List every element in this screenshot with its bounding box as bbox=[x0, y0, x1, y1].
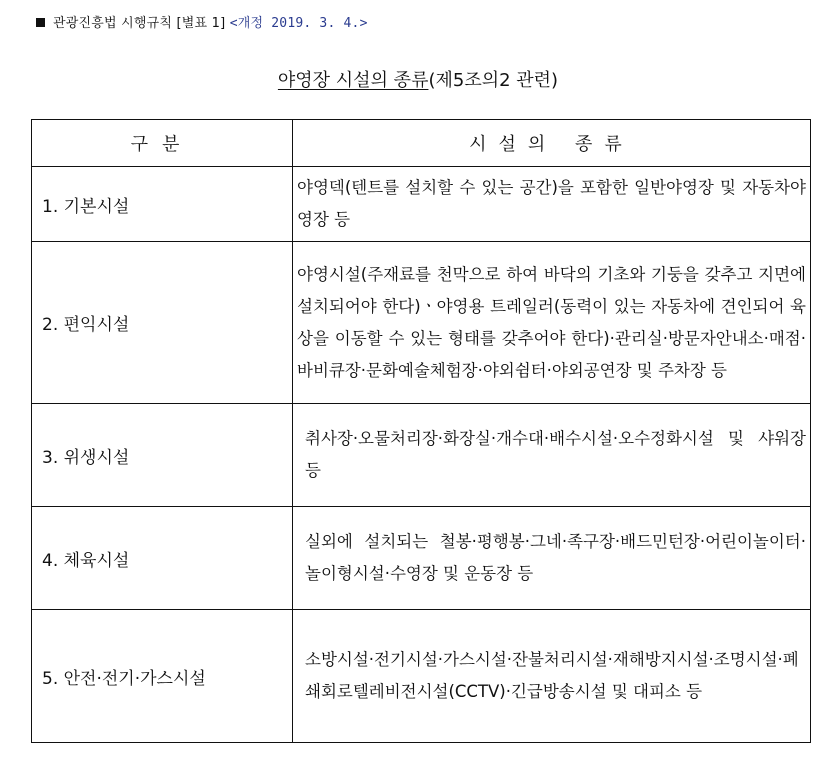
table-row bbox=[32, 610, 811, 743]
table-row bbox=[32, 507, 811, 610]
row-category: 5. 안전·전기·가스시설 bbox=[32, 610, 293, 743]
square-bullet-icon bbox=[36, 18, 45, 27]
row-category: 3. 위생시설 bbox=[32, 404, 293, 507]
law-reference-header bbox=[36, 12, 368, 31]
row-category: 4. 체육시설 bbox=[32, 507, 293, 610]
row-description: 야영시설(주재료를 천막으로 하여 바닥의 기초와 기둥을 갖추고 지면에 설치되어야 한다)ㆍ야영용 트레일러(동력이 있는 자동차에 견인되어 육상을 이동할 수 있는 형태를 갖추어야 한다)·관리실·방문자안내소·매점·바비큐장·문화예술체험장·야외쉼터·야외공연장 및 주차장 등 bbox=[293, 242, 811, 404]
column-header-facility-types: 시설의 종류 bbox=[293, 120, 811, 167]
table-header-row bbox=[32, 120, 811, 167]
row-description: 야영덱(텐트를 설치할 수 있는 공간)을 포함한 일반야영장 및 자동차야영장 등 bbox=[293, 167, 811, 242]
row-description: 실외에 설치되는 철봉·평행봉·그네·족구장·배드민턴장·어린이놀이터·놀이형시설·수영장 및 운동장 등 bbox=[293, 507, 811, 610]
title-main: 야영장 시설의 종류 bbox=[277, 70, 429, 91]
table-row bbox=[32, 242, 811, 404]
row-category: 2. 편익시설 bbox=[32, 242, 293, 404]
row-category: 1. 기본시설 bbox=[32, 167, 293, 242]
facility-types-table bbox=[31, 119, 811, 743]
table-row bbox=[32, 167, 811, 242]
law-reference-text: 관광진흥법 시행규칙 [별표 1] bbox=[53, 16, 226, 31]
document-title bbox=[0, 66, 836, 92]
row-description: 소방시설·전기시설·가스시설·잔불처리시설·재해방지시설·조명시설·폐쇄회로텔레비전시설(CCTV)·긴급방송시설 및 대피소 등 bbox=[293, 610, 811, 743]
title-sub: (제5조의2 관련) bbox=[428, 70, 559, 91]
revision-date: <개정 2019. 3. 4.> bbox=[229, 16, 368, 31]
column-header-category: 구분 bbox=[32, 120, 293, 167]
row-description: 취사장·오물처리장·화장실·개수대·배수시설·오수정화시설 및 샤워장 등 bbox=[293, 404, 811, 507]
table-row bbox=[32, 404, 811, 507]
